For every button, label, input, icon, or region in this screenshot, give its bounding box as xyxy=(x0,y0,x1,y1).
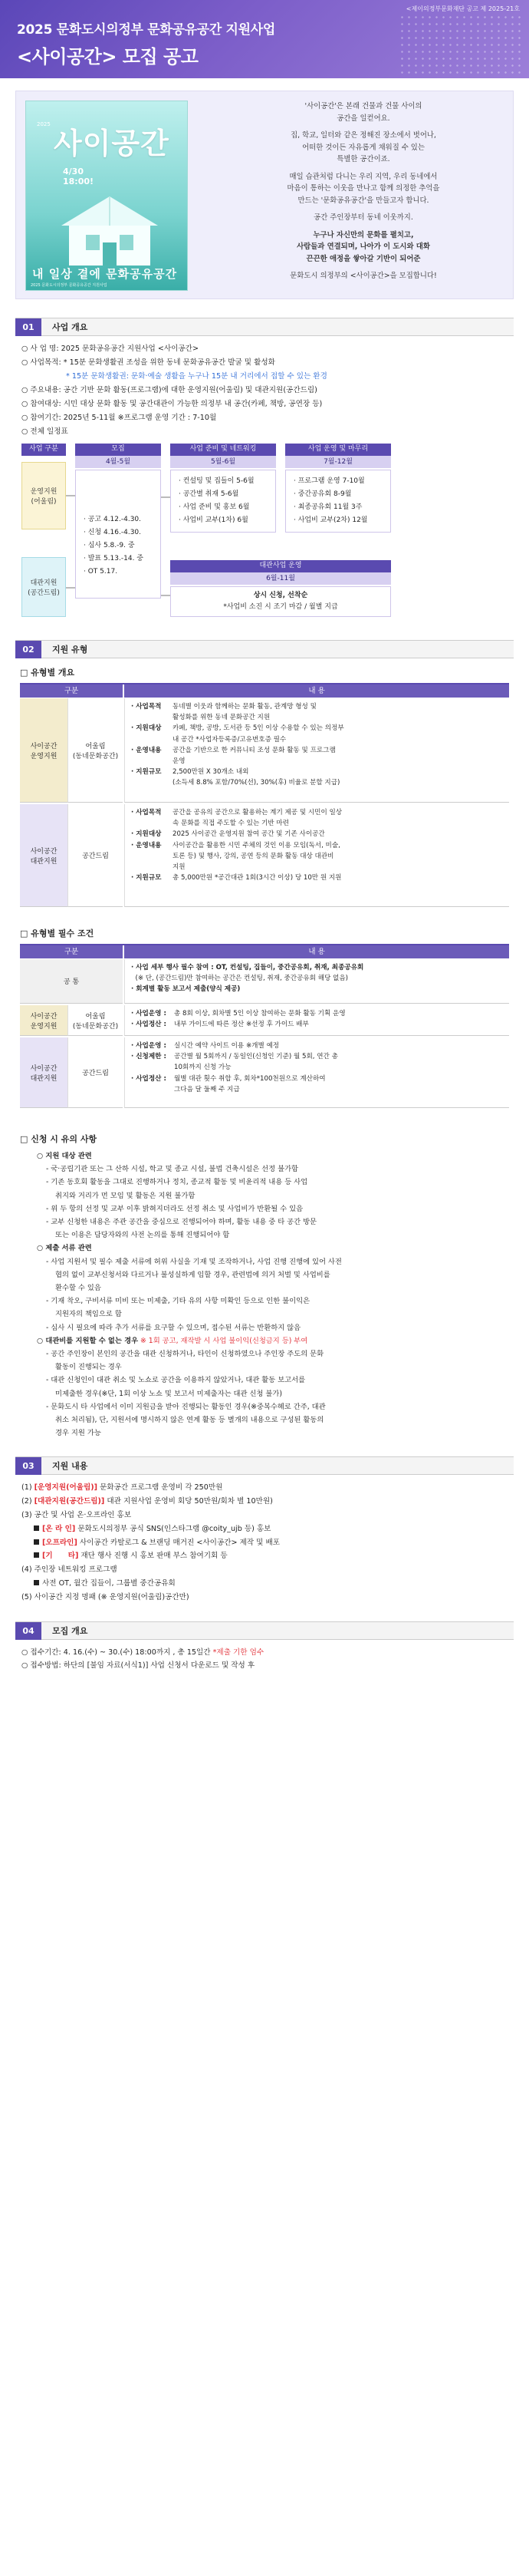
req-row xyxy=(131,1041,509,1051)
req-details xyxy=(124,1005,509,1036)
support-text: 문화도시의정부 공식 SNS(인스타그램 @coity_ujb 등) 홍보 xyxy=(75,1524,271,1533)
schedule-col1-head: 모집 xyxy=(75,444,161,456)
poster-date: 4/30 18:00! xyxy=(63,167,94,186)
req-common-row: · 사업 세부 행사 필수 참여 : OT, 컨설팅, 집들이, 중간공유회, 취재, 최종공유회 xyxy=(131,964,364,971)
req-subcategory: 공간드림 xyxy=(67,1037,123,1108)
support-highlight: [운영지원(어울림)] xyxy=(34,1483,98,1492)
schedule-table xyxy=(21,442,508,620)
overview-line: ○ 주요내용: 공간 기반 문화 활동(프로그램)에 대한 운영지원(어울림) 및 대관지원(공간드림) xyxy=(21,386,317,394)
caution-item: 미제출한 경우(※단, 1회 이상 노쇼 및 보고서 미제출자는 대관 신청 불가) xyxy=(55,1389,282,1398)
req-row xyxy=(131,1019,509,1030)
overview-line: ○ 사 업 명: 2025 문화공유공간 지원사업 <사이공간> xyxy=(21,345,199,353)
caution-item: - 국·공립기관 또는 그 산하 시설, 학교 및 종교 시설, 불법 건축시설은 선정 불가함 xyxy=(46,1165,299,1174)
caution-item: - 심사 시 필요에 따라 추가 서류를 요구할 수 있으며, 접수된 서류는 반환하지 않음 xyxy=(46,1323,301,1332)
type-category: 사이공간 운영지원 xyxy=(20,698,67,803)
detail-key: · 지원대상 xyxy=(131,830,162,839)
detail-value: 2025 사이공간 운영지원 참여 공간 및 기존 사이공간 xyxy=(172,830,325,839)
caution-item: - 기존 동호회 활동을 그대로 진행하거나 정치, 종교적 활동 및 비윤리적 내용 등 사업 xyxy=(46,1178,308,1187)
req-common-row: · 회계별 활동 보고서 제출(양식 제공) xyxy=(131,985,241,994)
type-details xyxy=(124,698,509,803)
support-item xyxy=(21,1495,508,1509)
schedule-col4-line: 상시 신청, 선착순 xyxy=(253,592,308,599)
table-head: 구분 xyxy=(20,684,123,698)
req-value: 월별 대관 횟수 취합 후, 회차*100천원으로 계산하여 그다음 달 둘째 주 지급 xyxy=(174,1074,326,1093)
section-title: 지원 유형 xyxy=(52,645,88,655)
req-category: 사이공간 대관지원 xyxy=(20,1037,67,1108)
req-category: 사이공간 운영지원 xyxy=(20,1005,67,1036)
caution-item: 협의 없이 교부신청서와 다르거나 불성실하게 임할 경우, 관련법에 의거 처벌 및 사업비를 xyxy=(55,1270,330,1279)
schedule-col2-sub: 5월-6월 xyxy=(170,456,276,468)
detail-key: · 사업목적 xyxy=(131,809,162,816)
support-item: (5) 사이공간 지정 명패 (※ 운영지원(어울림)공간만) xyxy=(21,1592,189,1601)
table-head: 내 용 xyxy=(124,684,509,698)
notice-number: <제이의정부문화재단 공고 제 2025-21호 xyxy=(406,5,520,12)
support-subitem xyxy=(21,1536,508,1550)
schedule-col4-body xyxy=(170,586,391,617)
type-category: 사이공간 대관지원 xyxy=(20,804,67,907)
support-item xyxy=(21,1481,508,1495)
recruit-text: ○ 접수기간: 4. 16.(수) ~ 30.(수) 18:00까지 , 총 15일간 xyxy=(21,1648,213,1657)
recruit-item xyxy=(21,1646,508,1660)
support-text: 대관 지원사업 운영비 회당 50만원/회차 별 10만원) xyxy=(104,1497,273,1506)
caution-heading: ○ 지원 대상 관련 xyxy=(37,1152,92,1160)
detail-value: 공간을 기반으로 한 커뮤니티 조성 문화 활동 및 프로그램 운영 xyxy=(172,746,336,766)
req-key: · 사업정산 : xyxy=(131,1074,166,1083)
caution-item: 지원자의 책임으로 함 xyxy=(55,1310,122,1319)
type-details xyxy=(124,804,509,907)
support-highlight: [온 라 인] xyxy=(42,1524,76,1533)
req-value: 실시간 예약 사이트 이용 ※개별 예정 xyxy=(174,1042,280,1050)
detail-row xyxy=(131,723,509,744)
req-value: 총 8회 이상, 회차별 5인 이상 참여하는 문화 활동 기획 운영 xyxy=(174,1010,346,1018)
schedule-type-1: 운영지원 (어울림) xyxy=(21,462,66,529)
support-text: 재단 행사 진행 시 홍보 판매 부스 참여기회 등 xyxy=(78,1552,228,1561)
req-key: · 사업정산 : xyxy=(131,1021,166,1029)
support-highlight: [오프라인] xyxy=(42,1538,77,1547)
poster-slogan: 내 일상 곁에 문화공유공간 xyxy=(32,267,178,281)
requirements-table xyxy=(20,944,509,1108)
section-number: 04 xyxy=(15,1622,41,1640)
caution-item: 취지와 거리가 먼 모임 및 활동은 지원 불가함 xyxy=(55,1191,196,1200)
caution-item: - 교부 신청한 내용은 주관 공간을 중심으로 진행되어야 하며, 활동 내용 중 타 공간 방문 xyxy=(46,1218,317,1227)
intro-paragraph: 누구나 자신만의 문화를 펼치고, 사람들과 연결되며, 나아가 이 도시와 대화 끈끈한 애정을 쌓아갈 기반이 되어준 xyxy=(297,230,430,263)
req-common-row: (※ 단, (공간드림)만 참여하는 공간은 컨설팅, 취재, 중간공유회 해당 없음) xyxy=(131,975,348,983)
schedule-connectors xyxy=(66,473,173,611)
schedule-col3-head: 사업 운영 및 마무리 xyxy=(285,444,391,456)
square-bullet-icon xyxy=(34,1525,39,1531)
detail-key: · 사업목적 xyxy=(131,703,162,711)
detail-value: 총 5,000만원 *공간대관 1회(3시간 이상) 당 10만 원 지원 xyxy=(172,874,342,882)
req-value: 내부 가이드에 따른 정산 ※선정 후 가이드 배부 xyxy=(174,1021,309,1029)
schedule-col3-body: · 프로그램 운영 7-10월 · 중간공유회 8-9월 · 최종공유회 11월 3주 · 사업비 교부(2차) 12월 xyxy=(285,470,391,533)
detail-row xyxy=(131,829,509,839)
schedule-col3-sub: 7월-12월 xyxy=(285,456,391,468)
detail-row xyxy=(131,767,509,788)
types-table xyxy=(20,683,509,907)
support-text: 문화공간 프로그램 운영비 각 250만원 xyxy=(97,1483,223,1492)
section-title: 지원 내용 xyxy=(52,1461,88,1472)
detail-row xyxy=(131,872,509,883)
types-subtitle: □ 유형별 개요 xyxy=(20,668,75,678)
caution-heading: ○ 대관비를 지원할 수 없는 경우 xyxy=(37,1336,139,1345)
support-text: 사전 OT, 월간 집들이, 그룹별 중간공유회 xyxy=(42,1579,176,1588)
detail-value: 사이공간을 활용한 시민 주체의 것인 이용 모임(독서, 미술, 토론 등) 및 행사, 강의, 공연 등의 문화 활동 대상 대관비 지원 xyxy=(172,841,340,872)
section-header-1 xyxy=(15,318,514,336)
support-list xyxy=(21,1481,508,1604)
page-title-line2: <사이공간> 모집 공고 xyxy=(17,46,199,68)
intro-paragraph: 집, 학교, 일터와 같은 정해진 장소에서 벗어나, 어떠한 것이든 자유롭게 채워질 수 있는 특별한 공간이죠. xyxy=(291,131,436,163)
caution-item: 또는 이용은 담당자와의 사전 논의를 통해 진행되어야 함 xyxy=(55,1231,230,1240)
req-common-details xyxy=(124,959,509,1004)
req-details xyxy=(124,1037,509,1108)
support-item: (3) 공간 및 사업 온·오프라인 홍보 xyxy=(21,1511,132,1520)
caution-heading: ○ 제출 서류 관련 xyxy=(37,1244,92,1253)
recruit-item: ○ 접수방법: 하단의 [불임 자료(서식1)] 사업 신청서 다운로드 및 작성 후 xyxy=(21,1661,255,1671)
support-prefix: (2) xyxy=(21,1497,34,1506)
req-row xyxy=(131,1074,509,1095)
caution-item: - 사업 지원서 및 필수 제출 서류에 허위 사실을 기재 및 조작하거나, 사업 진행 진행에 있어 사전 xyxy=(46,1257,342,1266)
overview-line: ○ 참여대상: 시민 대상 문화 활동 및 공간대관이 가능한 의정부 내 공간(카페, 책방, 공연장 등) xyxy=(21,400,323,408)
schedule-type-head: 사업 구분 xyxy=(21,444,66,456)
req-key: · 사업운영 : xyxy=(131,1042,166,1050)
table-head: 내 용 xyxy=(124,945,509,958)
req-subcategory: 어울림 (동네문화공간) xyxy=(67,1005,123,1036)
intro-text xyxy=(199,101,528,288)
caution-item: - 공간 주인장이 본인의 공간을 대관 신청하거나, 타인이 신청하였으나 주인장 주도의 문화 xyxy=(46,1350,324,1359)
req-row xyxy=(131,1008,509,1019)
caution-item: - 위 두 항의 선정 및 교부 이후 밝혀지더라도 선정 취소 및 사업비가 반환될 수 있음 xyxy=(46,1204,304,1213)
header-banner xyxy=(0,0,529,78)
table-head: 구분 xyxy=(20,945,123,958)
detail-key: · 지원규모 xyxy=(131,768,162,777)
schedule-col2-body: · 컨설팅 및 집들이 5-6월 · 공간별 취재 5-6월 · 사업 준비 및 홍보 6월 · 사업비 교부(1차) 6월 xyxy=(170,470,276,533)
support-subitem xyxy=(21,1522,508,1536)
caution-item: - 기재 착오, 구비서류 미비 또는 미제출, 기타 유의 사항 미확인 등으로 인한 불이익은 xyxy=(46,1297,310,1306)
square-bullet-icon xyxy=(34,1580,39,1585)
recruit-list xyxy=(21,1646,508,1674)
support-prefix: (1) xyxy=(21,1483,34,1492)
intro-paragraph: 공간 주인장부터 동네 이웃까지. xyxy=(314,213,413,222)
house-illustration xyxy=(52,192,167,266)
caution-item: 활동이 진행되는 경우 xyxy=(55,1363,122,1372)
support-text: 사이공간 카탈로그 & 브랜딩 매거진 <사이공간> 제작 및 배포 xyxy=(77,1538,281,1547)
requirements-subtitle: □ 유형별 필수 조건 xyxy=(20,928,94,938)
poster-image xyxy=(25,101,188,291)
poster-title: 사이공간 xyxy=(54,127,169,160)
support-subitem xyxy=(21,1577,508,1591)
overview-line: ○ 참여기간: 2025년 5-11월 ※프로그램 운영 기간 : 7-10월 xyxy=(21,414,217,422)
req-value: 공간별 월 5회까지 / 동일인(신청인 기준) 월 5회, 연간 총 10회까지 신청 가능 xyxy=(174,1053,338,1072)
schedule-type-2: 대관지원 (공간드림) xyxy=(21,557,66,617)
req-row xyxy=(131,1051,509,1073)
section-number: 02 xyxy=(15,641,41,658)
detail-key: · 운영내용 xyxy=(131,746,162,754)
support-subitem xyxy=(21,1549,508,1563)
caution-title: □ 신청 시 유의 사항 xyxy=(20,1134,97,1144)
detail-key: · 지원대상 xyxy=(131,724,162,733)
section-number: 03 xyxy=(15,1457,41,1475)
square-bullet-icon xyxy=(34,1552,39,1558)
detail-row xyxy=(131,807,509,829)
page-title-line1: 2025 문화도시의정부 문화공유공간 지원사업 xyxy=(17,22,276,38)
intro-box xyxy=(15,91,514,299)
dot-pattern xyxy=(399,14,521,75)
caution-item: 환수할 수 있음 xyxy=(55,1284,101,1293)
schedule-col1-body: · 공고 4.12.-4.30. · 신청 4.16.-4.30. · 심사 5.8.-9. 중 · 발표 5.13.-14. 중 · OT 5.17. xyxy=(75,470,161,599)
detail-row xyxy=(131,840,509,873)
req-key: · 신청제한 : xyxy=(131,1053,166,1061)
intro-paragraph: 매일 습관처럼 다니는 우리 지역, 우리 동네에서 마음이 통하는 이웃을 만나고 함께 의정한 추억을 만드는 '문화공유공간'을 만들고자 합니다. xyxy=(287,172,440,205)
caution-item: 경우 지원 가능 xyxy=(55,1429,101,1438)
detail-key: · 운영내용 xyxy=(131,841,162,849)
overview-note: * 15분 문화생활권: 문화·예술 생활을 누구나 15분 내 거리에서 접할 수 있는 환경 xyxy=(66,372,327,381)
detail-row xyxy=(131,701,509,723)
section-header-2 xyxy=(15,640,514,658)
section-header-4 xyxy=(15,1621,514,1640)
schedule-col4-head: 대관사업 운영 xyxy=(170,560,391,572)
caution-item: - 대관 신청인이 대관 취소 및 노쇼로 공간을 이용하지 않았거나, 대관 활동 보고서를 xyxy=(46,1376,306,1385)
poster-year: 2025 xyxy=(37,121,51,127)
schedule-col1-sub: 4월-5월 xyxy=(75,456,161,468)
section-header-3 xyxy=(15,1456,514,1475)
overview-line: ○ 전체 일정표 xyxy=(21,427,68,436)
support-item: (4) 주인장 네트워킹 프로그램 xyxy=(21,1565,117,1575)
type-subcategory: 어울림 (동네문화공간) xyxy=(67,698,123,803)
caution-warning: ※ 1회 공고, 재작발 시 사업 불이익(신청금지 등) 부여 xyxy=(140,1336,308,1345)
schedule-col4-sub: 6월-11월 xyxy=(170,572,391,585)
req-category-common: 공 통 xyxy=(20,959,123,1004)
schedule-col2-head: 사업 준비 및 네트워킹 xyxy=(170,444,276,456)
section-number: 01 xyxy=(15,318,41,336)
caution-heading-row xyxy=(20,1334,509,1347)
detail-value: 2,500만원 X 30개소 내외 (소득세 8.8% 포함/70%(선), 30%(후) 비율로 분할 지급) xyxy=(172,768,340,787)
square-bullet-icon xyxy=(34,1539,39,1545)
support-highlight: [대관지원(공간드림)] xyxy=(34,1497,105,1506)
detail-row xyxy=(131,745,509,767)
caution-item: - 문화도시 타 사업에서 이미 지원금을 받아 진행되는 활동인 경우(※중복수혜로 간주, 대관 xyxy=(46,1402,326,1411)
recruit-warning: *제출 기한 엄수 xyxy=(212,1648,264,1657)
schedule-col4-line: *사업비 소진 시 조기 마감 / 월별 지급 xyxy=(223,603,338,611)
section-title: 사업 개요 xyxy=(52,322,88,332)
caution-item: 취소 처리됨), 단, 지원서에 명시하지 않은 연계 활동 등 별개의 내용으로 구성된 활동의 xyxy=(55,1416,324,1425)
type-subcategory: 공간드림 xyxy=(67,804,123,907)
overview-list xyxy=(21,342,508,439)
section-title: 모집 개요 xyxy=(52,1625,88,1636)
detail-value: 공간을 공유의 공간으로 활용하는 계기 제공 및 시민이 일상 속 문화를 직접 주도할 수 있는 기반 마련 xyxy=(172,809,343,828)
support-highlight: [기 타] xyxy=(42,1552,79,1561)
detail-value: 동네별 이웃과 함께하는 문화 활동, 관계망 형성 및 활성화를 위한 동네 문화공간 지원 xyxy=(172,703,317,722)
poster-tagline: 2025 문화도시의정부 문화공유공간 지원사업 xyxy=(31,283,107,288)
detail-key: · 지원규모 xyxy=(131,874,162,882)
intro-paragraph: '사이공간'은 본래 건물과 건물 사이의 공간을 일컫어요. xyxy=(304,102,422,123)
caution-list xyxy=(20,1149,509,1440)
req-key: · 사업운영 : xyxy=(131,1010,166,1018)
detail-value: 카페, 책방, 공방, 도서관 등 5인 이상 수용할 수 있는 의정부 내 공간 *사업자등록증/고유번호증 필수 xyxy=(172,724,344,744)
intro-paragraph: 문화도시 의정부의 <사이공간>을 모집합니다! xyxy=(290,272,437,280)
overview-line: ○ 사업목적: * 15분 문화생활권 조성을 위한 동네 문화공유공간 발굴 및 활성화 xyxy=(21,358,275,367)
